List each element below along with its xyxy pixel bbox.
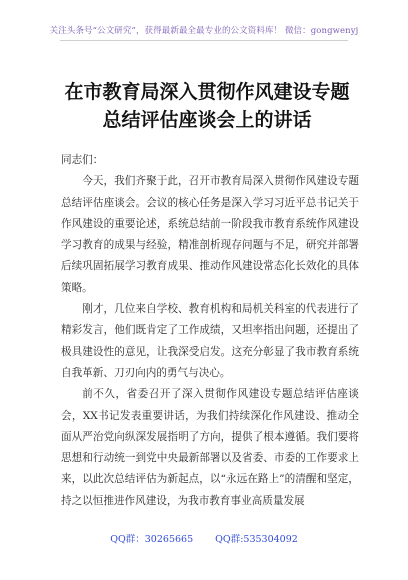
footer-contact [0, 531, 408, 545]
header-note: 关注头条号“公文研究”，获得最新最全最专业的公文资料库！ 微信：gongwenyj [49, 26, 359, 36]
document-body [61, 150, 359, 512]
paragraph-1: 今天，我们齐聚于此，召开市教育局深入贯彻作风建设专题总结评估座谈会。会议的核心任务是深入学习习近平总书记关于作风建设的重要论述，系统总结前一阶段我市教育系统作风建设学习教育的成果与经验，精准剖析现存问题与不足，研究并部署后续巩固拓展学习教育成果、推动作风建设常态化长效化的具体策略。 [61, 175, 359, 294]
paragraph-3: 前不久，省委召开了深入贯彻作风建设专题总结评估座谈会，XX书记发表重要讲话，为我们持续深化作风建设、推动全面从严治党向纵深发展指明了方向，提供了根本遵循。我们要将思想和行动统一到党中央最新部署以及省委、市委的工作要求上来，以此次总结评估为新起点，以“永远在路上”的清醒和坚定，持之以恒推进作风建设，为我市教育事业高质量发展 [61, 388, 359, 507]
footer-qq-group-2: QQ群:535304092 [215, 534, 298, 545]
paragraph-2: 刚才，几位来自学校、教育机构和局机关科室的代表进行了精彩发言，他们既肯定了工作成绩，又坦率指出问题，还提出了极具建设性的意见，让我深受启发。这充分彰显了我市教育系统自我革新、刀刃向内的勇气与决心。 [61, 303, 359, 379]
document-title: 在市教育局深入贯彻作风建设专题总结评估座谈会上的讲话 [64, 81, 350, 131]
header-divider [60, 40, 348, 41]
footer-qq-group-1: QQ群：30265665 [110, 534, 194, 545]
salutation: 同志们： [61, 154, 104, 166]
